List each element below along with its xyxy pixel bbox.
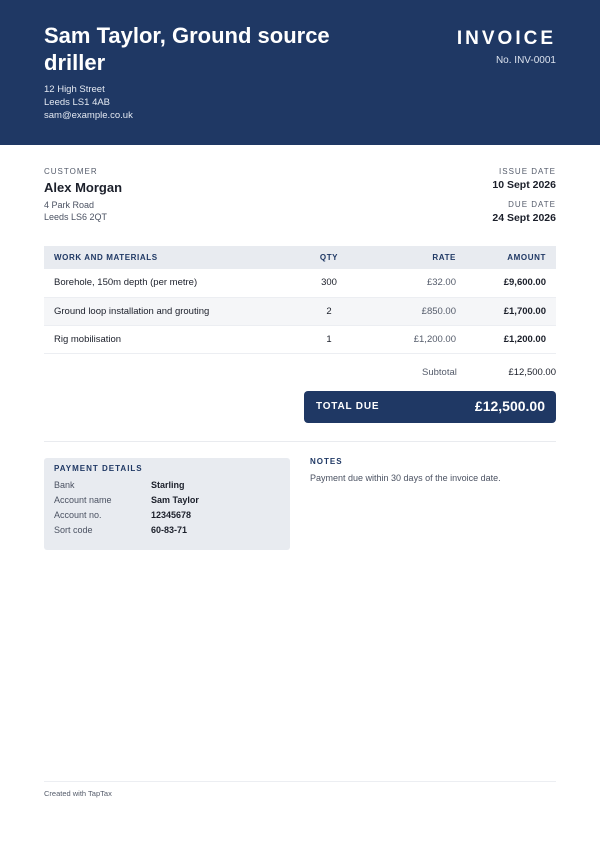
- item-amount: £1,700.00: [456, 297, 556, 325]
- footer-credit: Created with TapTax: [44, 789, 112, 798]
- business-address-line1: 12 High Street: [44, 84, 105, 95]
- column-header-description: WORK AND MATERIALS: [44, 246, 294, 269]
- issue-date: 10 Sept 2026: [492, 179, 556, 191]
- total-due-label: TOTAL DUE: [316, 401, 380, 412]
- invoice-header: [0, 0, 600, 145]
- column-header-qty: QTY: [294, 246, 364, 269]
- line-items-table: [44, 246, 556, 354]
- table-row: [44, 325, 556, 353]
- item-amount: £9,600.00: [456, 269, 556, 297]
- invoice-dates: [492, 167, 556, 224]
- due-date-label: DUE DATE: [508, 200, 556, 209]
- item-amount: £1,200.00: [456, 325, 556, 353]
- column-header-rate: RATE: [364, 246, 456, 269]
- item-description: Rig mobilisation: [44, 325, 294, 353]
- payment-label: Bank: [54, 480, 75, 490]
- business-address: [44, 83, 133, 122]
- payment-value: Starling: [151, 480, 185, 490]
- total-due-value: £12,500.00: [474, 398, 545, 414]
- footer-divider: [44, 781, 556, 782]
- payment-details-title: PAYMENT DETAILS: [54, 464, 143, 473]
- payment-value: Sam Taylor: [151, 495, 199, 505]
- table-header-row: [44, 246, 556, 269]
- due-date: 24 Sept 2026: [492, 212, 556, 224]
- payment-value: 60-83-71: [151, 525, 188, 535]
- total-due-box: [304, 391, 556, 423]
- business-email: sam@example.co.uk: [44, 110, 133, 121]
- table-row: [44, 269, 556, 297]
- customer-address-line1: 4 Park Road: [44, 200, 95, 210]
- section-divider: [44, 441, 556, 442]
- item-rate: £32.00: [364, 269, 456, 297]
- notes-title: NOTES: [310, 457, 343, 466]
- item-qty: 2: [294, 297, 364, 325]
- business-address-line2: Leeds LS1 4AB: [44, 97, 111, 108]
- customer-label: CUSTOMER: [44, 167, 98, 176]
- item-qty: 300: [294, 269, 364, 297]
- column-header-amount: AMOUNT: [456, 246, 556, 269]
- subtotal-label: Subtotal: [422, 367, 457, 378]
- invoice-number: No. INV-0001: [495, 55, 556, 66]
- customer-address: [44, 199, 107, 223]
- item-rate: £850.00: [364, 297, 456, 325]
- item-description: Borehole, 150m depth (per metre): [44, 269, 294, 297]
- item-qty: 1: [294, 325, 364, 353]
- issue-date-label: ISSUE DATE: [499, 167, 556, 176]
- subtotal-value: £12,500.00: [508, 367, 556, 378]
- invoice-title: INVOICE: [456, 28, 556, 49]
- item-description: Ground loop installation and grouting: [44, 297, 294, 325]
- notes-text: Payment due within 30 days of the invoice date.: [310, 473, 501, 483]
- customer-address-line2: Leeds LS6 2QT: [44, 212, 108, 222]
- customer-name: Alex Morgan: [44, 180, 123, 195]
- item-rate: £1,200.00: [364, 325, 456, 353]
- table-row: [44, 297, 556, 325]
- payment-label: Account name: [54, 495, 112, 505]
- payment-label: Account no.: [54, 510, 102, 520]
- payment-details-box: [44, 458, 290, 550]
- payment-label: Sort code: [54, 525, 93, 535]
- business-name: Sam Taylor, Ground source driller: [44, 23, 330, 75]
- payment-value: 12345678: [151, 510, 192, 520]
